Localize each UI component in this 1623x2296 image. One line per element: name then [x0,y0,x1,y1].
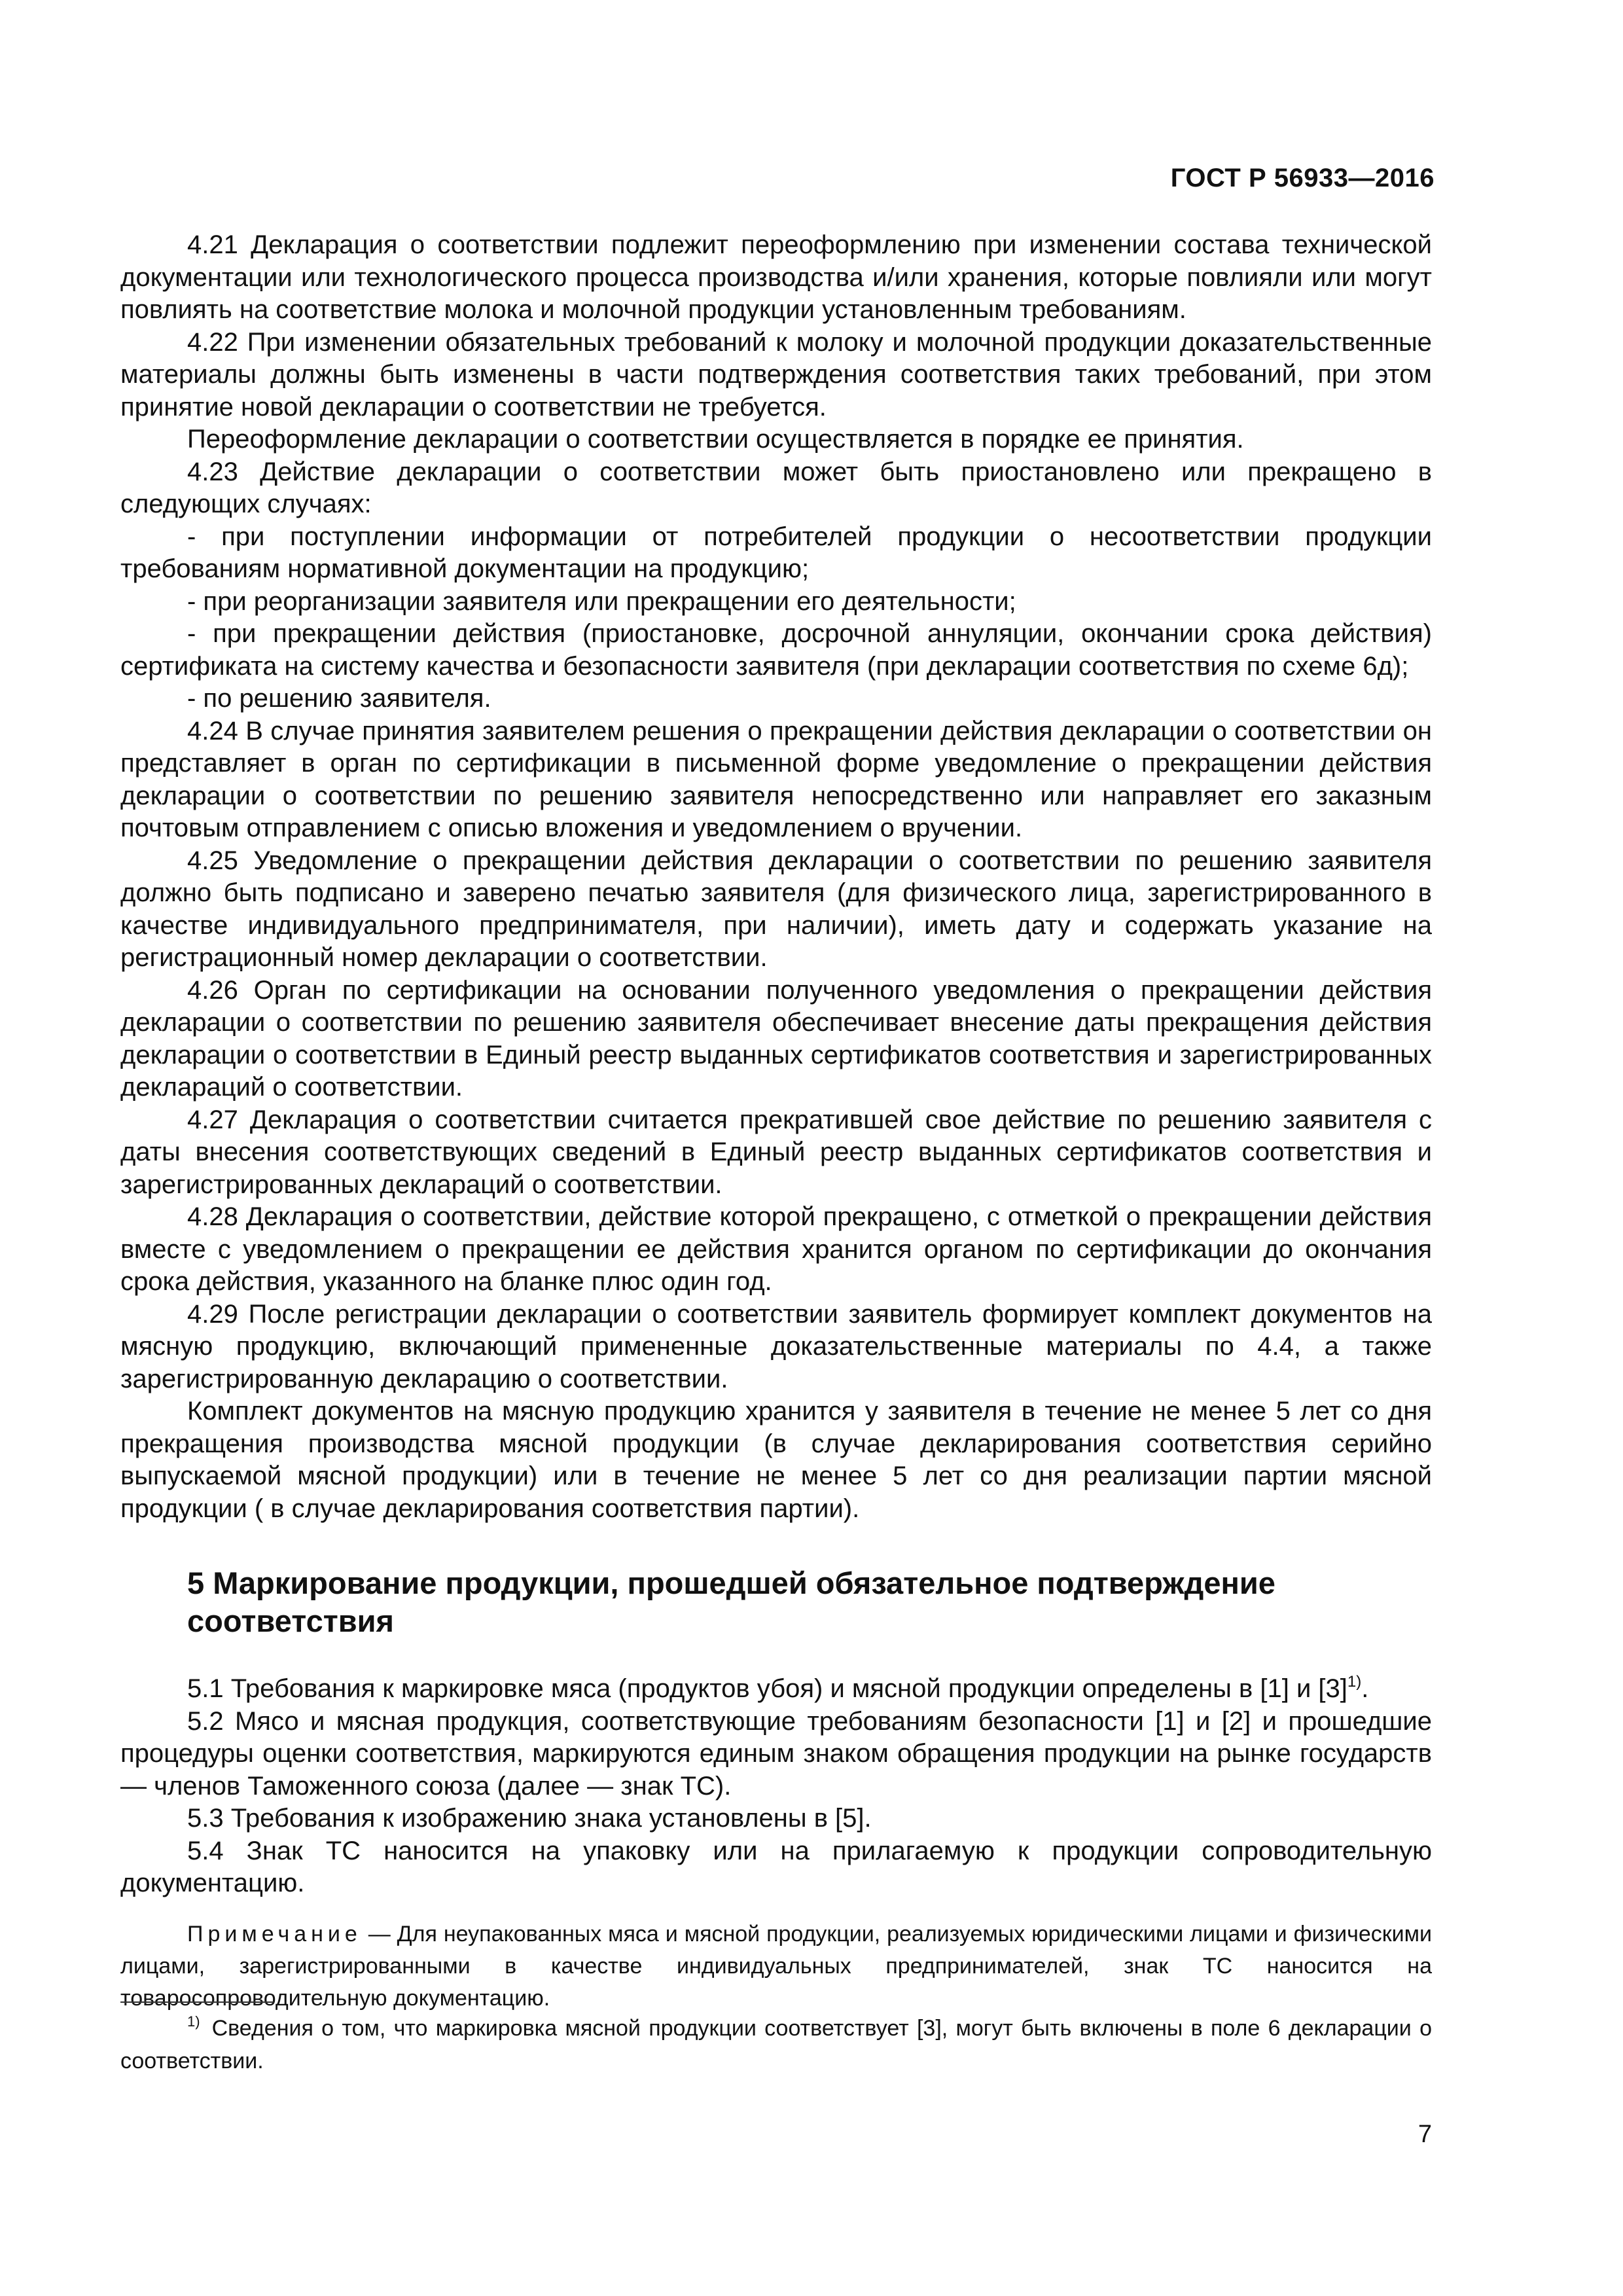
paragraph-4-23: 4.23 Действие декларации о соответствии может быть приостановлено или прекращено в следующих случаях: [120,457,1432,518]
paragraph-5-1-text: 5.1 Требования к маркировке мяса (продуктов убоя) и мясной продукции определены в [1] и [3] [187,1674,1347,1703]
list-item: - по решению заявителя. [187,684,491,713]
list-item: - при поступлении информации от потребителей продукции о несоответствии продукции требованиям нормативной документации на продукцию; [120,522,1432,583]
paragraph-4-22: 4.22 При изменении обязательных требований к молоку и молочной продукции доказательственные материалы должны быть изменены в части подтверждения соответствия таких требований, при этом принятие новой декларации о соответствии не требуется. [120,327,1432,422]
footnote-mark: 1) [187,2013,200,2030]
paragraph-5-1 [120,1673,1432,1706]
paragraph-4-26: 4.26 Орган по сертификации на основании полученного уведомления о прекращении действия декларации о соответствии по решению заявителя обеспечивает внесение даты прекращения действия декларации о соответствии в Единый реестр выданных сертификатов соответствия и зарегистрированных деклараций о соответствии. [120,975,1432,1102]
document-body [120,229,1432,2015]
paragraph-5-1-end: . [1361,1674,1369,1703]
paragraph-5-4: 5.4 Знак ТС наносится на упаковку или на прилагаемую к продукции сопроводительную документацию. [120,1836,1432,1897]
paragraph-4-25: 4.25 Уведомление о прекращении действия декларации о соответствии по решению заявителя должно быть подписано и заверено печатью заявителя (для физического лица, зарегистрированного в качестве индивидуального предпринимателя, при наличии), иметь дату и содержать указание на регистрационный номер декларации о соответствии. [120,846,1432,972]
list-item: - при прекращении действия (приостановке, досрочной аннуляции, окончании срока действия) сертификата на систему качества и безопасности заявителя (при декларации соответствия по схеме 6д); [120,619,1432,681]
paragraph-reissue: Переоформление декларации о соответствии осуществляется в порядке ее принятия. [187,425,1244,454]
paragraph-4-29: 4.29 После регистрации декларации о соответствии заявитель формирует комплект документов на мясную продукцию, включающий примененные доказательственные материалы по 4.4, а также зарегистрированную декларацию о соответствии. [120,1299,1432,1393]
paragraph-4-24: 4.24 В случае принятия заявителем решения о прекращении действия декларации о соответствии он представляет в орган по сертификации в письменной форме уведомление о прекращении действия декларации о соответствии по решению заявителя непосредственно или направляет его заказным почтовым отправлением с описью вложения и уведомлением о вручении. [120,716,1432,842]
footnote [120,2012,1432,2077]
note [120,1918,1432,2015]
paragraph-document-set: Комплект документов на мясную продукцию хранится у заявителя в течение не менее 5 лет со дня прекращения производства мясной продукции (в случае декларирования соответствия серийно выпускаемой мясной продукции) или в течение не менее 5 лет со дня реализации партии мясной продукции ( в случае декларирования соответствия партии). [120,1397,1432,1523]
footnote-reference: 1) [1347,1673,1362,1691]
section-5-title: 5 Маркирование продукции, прошедшей обязательное подтверждение соответствия [187,1566,1275,1638]
note-text: — Для неупакованных мяса и мясной продукции, реализуемых юридическими лицами и физическими лицами, зарегистрированными в качестве индивидуальных предпринимателей, знак ТС наносится на товаросопроводительную документацию. [120,1921,1432,2011]
paragraph-4-27: 4.27 Декларация о соответствии считается прекратившей свое действие по решению заявителя с даты внесения соответствующих сведений в Единый реестр выданных сертификатов соответствия и зарегистрированных деклараций о соответствии. [120,1105,1432,1199]
paragraph-4-28: 4.28 Декларация о соответствии, действие которой прекращено, с отметкой о прекращении действия вместе с уведомлением о прекращении ее действия хранится органом по сертификации до окончания срока действия, указанного на бланке плюс один год. [120,1202,1432,1296]
footnote-divider [120,2001,274,2003]
list-item: - при реорганизации заявителя или прекращении его деятельности; [187,586,1016,616]
document-header: ГОСТ Р 56933—2016 [1170,164,1435,192]
paragraph-4-21: 4.21 Декларация о соответствии подлежит переоформлению при изменении состава технической документации или технологического процесса производства и/или хранения, которые повлияли или могут повлиять на соответствие молока и молочной продукции установленным требованиям. [120,230,1432,324]
paragraph-5-2: 5.2 Мясо и мясная продукция, соответствующие требованиям безопасности [1] и [2] и прошедшие процедуры оценки соответствия, маркируются единым знаком обращения продукции на рынке государств — членов Таможенного союза (далее — знак ТС). [120,1706,1432,1801]
footnote-text: Сведения о том, что маркировка мясной продукции соответствует [3], могут быть включены в поле 6 декларации о соответствии. [120,2016,1432,2073]
note-label: Примечание [187,1921,362,1946]
page-number: 7 [1418,2121,1432,2148]
paragraph-5-3: 5.3 Требования к изображению знака установлены в [5]. [187,1804,872,1833]
